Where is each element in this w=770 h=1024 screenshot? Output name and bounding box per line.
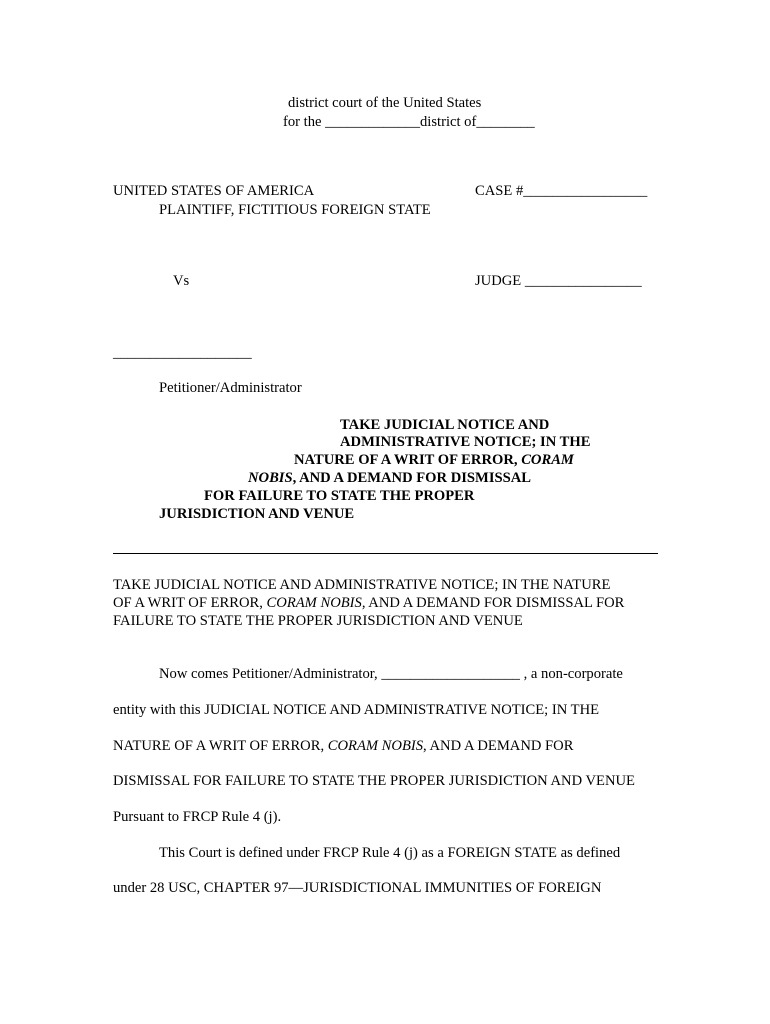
body-line-1: Now comes Petitioner/Administrator, ___________________ , a non-corporate	[159, 666, 623, 682]
court-district: for the _____________district of________	[283, 114, 535, 130]
plaintiff-subtitle: PLAINTIFF, FICTITIOUS FOREIGN STATE	[159, 202, 431, 218]
body-line-3: NATURE OF A WRIT OF ERROR, CORAM NOBIS, AND A DEMAND FOR	[113, 738, 574, 754]
title-line-2: ADMINISTRATIVE NOTICE; IN THE	[340, 434, 591, 450]
body-line-6: This Court is defined under FRCP Rule 4 (j) as a FOREIGN STATE as defined	[159, 845, 621, 861]
versus-label: Vs	[173, 273, 190, 289]
heading-line-2: OF A WRIT OF ERROR, CORAM NOBIS, AND A DEMAND FOR DISMISSAL FOR	[113, 595, 625, 611]
judge-field: JUDGE ________________	[475, 273, 642, 289]
title-line-5: FOR FAILURE TO STATE THE PROPER	[204, 488, 475, 504]
body-line-2: entity with this JUDICIAL NOTICE AND ADMINISTRATIVE NOTICE; IN THE	[113, 702, 600, 718]
title-line-1: TAKE JUDICIAL NOTICE AND	[340, 417, 550, 433]
body-line-7: under 28 USC, CHAPTER 97—JURISDICTIONAL IMMUNITIES OF FOREIGN	[113, 880, 602, 896]
petitioner-name-blank: ___________________	[113, 345, 252, 361]
petitioner-label: Petitioner/Administrator	[159, 380, 302, 396]
body-line-4: DISMISSAL FOR FAILURE TO STATE THE PROPER JURISDICTION AND VENUE	[113, 773, 635, 789]
body-line-5: Pursuant to FRCP Rule 4 (j).	[113, 809, 282, 825]
title-line-4: NOBIS, AND A DEMAND FOR DISMISSAL	[248, 470, 532, 486]
title-line-6: JURISDICTION AND VENUE	[159, 506, 355, 522]
court-name: district court of the United States	[288, 95, 482, 111]
heading-line-1: TAKE JUDICIAL NOTICE AND ADMINISTRATIVE NOTICE; IN THE NATURE	[113, 577, 611, 593]
case-number: CASE #_________________	[475, 183, 648, 199]
heading-line-3: FAILURE TO STATE THE PROPER JURISDICTION AND VENUE	[113, 613, 523, 629]
plaintiff-name: UNITED STATES OF AMERICA	[113, 183, 315, 199]
section-divider	[113, 553, 658, 554]
title-line-3: NATURE OF A WRIT OF ERROR, CORAM	[294, 452, 574, 468]
